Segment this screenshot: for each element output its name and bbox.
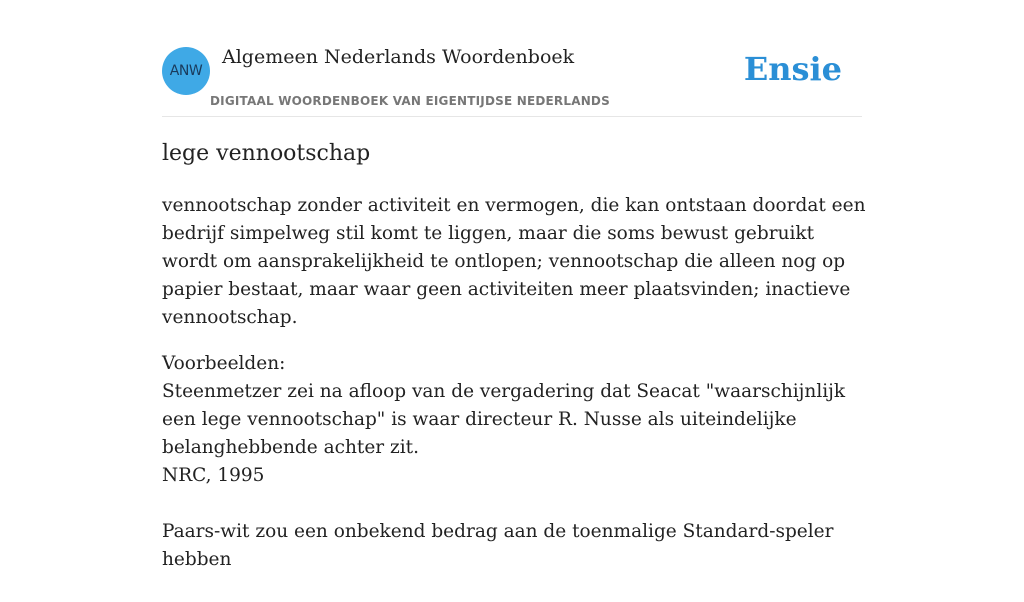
entry-definition: vennootschap zonder activiteit en vermogen, die kan ontstaan doordat een bedrijf simpelweg stil komt te liggen, maar die soms bewust gebruikt wordt om aansprakelijkheid te ontlopen; vennootschap die alleen nog op papier bestaat, maar waar geen activiteiten meer plaatsvinden; inactieve vennootschap. xyxy=(162,195,866,328)
example-item xyxy=(162,518,867,574)
site-title[interactable]: Algemeen Nederlands Woordenboek xyxy=(222,46,575,68)
logo-text: ANW xyxy=(169,63,203,79)
example-text: Paars-wit zou een onbekend bedrag aan de toenmalige Standard-speler hebben xyxy=(162,521,834,570)
site-subtitle: DIGITAAL WOORDENBOEK VAN EIGENTIJDSE NEDERLANDS xyxy=(210,94,610,108)
examples-section xyxy=(162,350,867,574)
example-source: NRC, 1995 xyxy=(162,465,265,486)
anw-logo[interactable] xyxy=(162,47,210,95)
entry-content xyxy=(162,138,867,602)
entry-headword: lege vennootschap xyxy=(162,141,371,166)
example-text: Steenmetzer zei na afloop van de vergadering dat Seacat "waarschijnlijk een lege vennootschap" is waar directeur R. Nusse als uiteindelijke belanghebbende achter zit. xyxy=(162,381,846,458)
header xyxy=(162,40,862,117)
ensie-brand-link[interactable]: Ensie xyxy=(743,50,842,88)
examples-label: Voorbeelden: xyxy=(162,353,286,374)
example-item xyxy=(162,378,867,490)
